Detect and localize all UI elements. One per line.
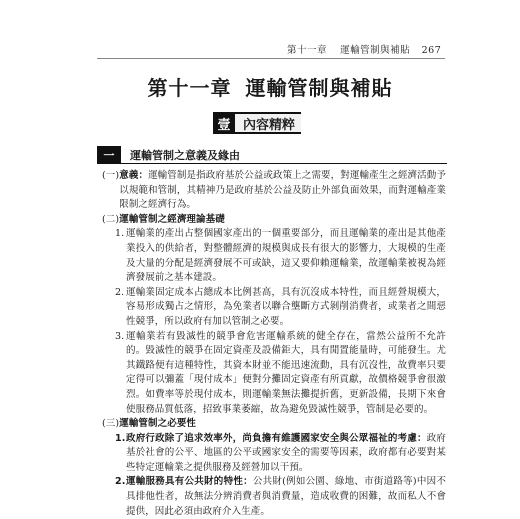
item-1-heading: 意義：: [119, 170, 149, 181]
item-1-label: (一): [102, 170, 120, 181]
running-head: [287, 42, 447, 56]
item-2-label: (二): [102, 213, 120, 225]
item-2-sub-3-text: 運輸業若有毀滅性的競爭會危害運輸系統的健全存在，當然公益所不允許的。毀滅性的競爭在固定資產及設備鉅大，具有閒置能量時，可能發生。尤其鐵路便有這種特性，其資本財並不能迅速流動，具有沉沒性，故費率只要定得可以彌蓋「現付成本」便對分攤固定資產有所貢獻，故價格競爭會很激烈。如費率等於現付成本，則運輸業無法攤提折舊，更新設備，長期下來會使服務品質低落，招致事業萎縮，故為避免毀滅性競爭，管制是必要的。: [126, 330, 446, 415]
item-3: [102, 417, 446, 432]
item-3-sub-1-label: 1.: [115, 432, 126, 444]
item-3-sub-2: [102, 475, 446, 519]
item-3-sub-2-heading: 運輸服務具有公共財的特性：: [126, 476, 253, 488]
body-text: [102, 169, 446, 519]
item-2-sub-2-text: 運輸業固定成本占總成本比例甚高，具有沉沒成本特性，而且經營規模大，容易形成獨占之情形，為免業者以聯合壟斷方式剝削消費者，或業者之間惡性競爭，所以政府有加以管制之必要。: [126, 286, 446, 327]
item-3-label: (三): [102, 418, 120, 430]
item-2-heading: 運輸管制之經濟理論基礎: [119, 213, 225, 225]
chapter-name: 運輸管制與補貼: [245, 76, 393, 100]
item-2-sub-1: [102, 227, 446, 285]
chapter-title: [120, 72, 420, 101]
item-2-sub-2-label: 2.: [115, 286, 125, 298]
header-rule: [97, 58, 445, 59]
running-head-chapter: 第十一章: [287, 45, 328, 56]
item-3-heading: 運輸管制之必要性: [119, 418, 197, 430]
item-2-sub-3-label: 3.: [115, 330, 125, 342]
item-2: [102, 213, 446, 228]
item-3-sub-1-heading: 政府行政除了追求效率外，尚負擔有維護國家安全與公眾福祉的考慮：: [126, 432, 427, 444]
item-3-sub-1-text: 政府基於社會的公平、地區的公平或國家安全的需要等因素，政府都有必要對某些特定運輸業之提供服務及經營加以干預。: [126, 432, 447, 473]
topic-title: 運輸管制之意義及緣由: [130, 148, 240, 162]
item-2-sub-1-text: 運輸業的產出占整個國家產出的一個重要部分，而且運輸業的產出是其他產業投入的供給者，對整體經濟的規模與成長有很大的影響力，大規模的生產及大量的分配是經濟發展不可或缺，這又要仰賴運輸業，故運輸業被視為經濟發展前之基本建設。: [126, 228, 446, 284]
item-1: [102, 169, 446, 213]
item-3-sub-2-text: 公共財(例如公園、綠地、市街道路等)中因不具排他性者，故無法分辨消費者與消費量，造成收費的困難，故而私人不會提供，因此必須由政府介入生產。: [126, 476, 446, 517]
item-2-sub-2: [102, 286, 446, 330]
item-3-sub-2-label: 2.: [115, 476, 126, 488]
topic-heading: [97, 146, 447, 164]
topic-number: 一: [97, 146, 121, 163]
running-head-title: 運輸管制與補貼: [340, 45, 411, 56]
item-2-sub-1-label: 1.: [115, 228, 125, 240]
section-number: 壹: [213, 112, 235, 134]
item-1-text: 運輸管制是指政府基於公益或政策上之需要，對運輸產生之經濟活動予以規範和管制，其精神乃是政府基於公益及防止外部負面效果，而對運輸產業限制之經濟行為。: [119, 170, 446, 211]
section-banner: [213, 112, 301, 134]
page-number: 267: [421, 45, 442, 56]
item-3-sub-1: [102, 432, 446, 476]
item-2-sub-3: [102, 330, 446, 418]
section-title: 內容精粹: [235, 112, 301, 134]
chapter-number: 第十一章: [147, 76, 232, 100]
